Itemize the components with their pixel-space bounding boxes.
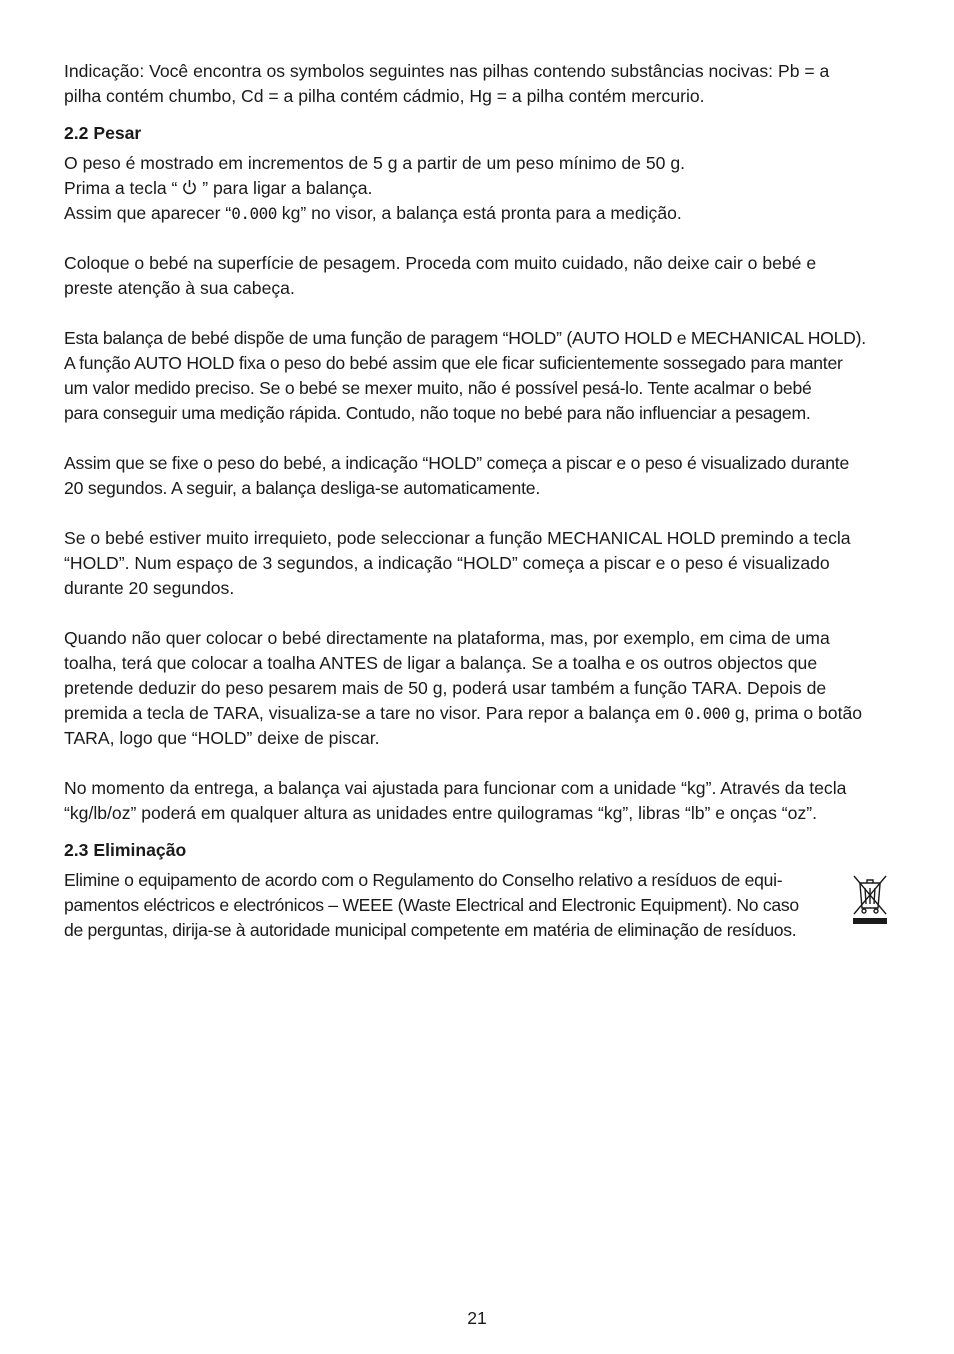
text-line: ” para ligar a balança.	[197, 178, 373, 198]
text-line: pretende deduzir do peso pesarem mais de 50 g, poderá usar também a função TARA. Depois de	[64, 678, 827, 698]
text-line: “HOLD”. Num espaço de 3 segundos, a indicação “HOLD” começa a piscar e o peso é visualizado	[64, 553, 830, 573]
disposal-block	[64, 868, 890, 943]
weigh-paragraph-7	[64, 776, 890, 826]
lcd-display-value: 0.000	[231, 204, 277, 223]
weigh-paragraph-4	[64, 451, 890, 501]
disposal-paragraph	[64, 868, 838, 943]
text-line: Quando não quer colocar o bebé directamente na plataforma, mas, por exemplo, em cima de uma	[64, 628, 830, 648]
text-line: Prima a tecla “	[64, 178, 183, 198]
text-line: Elimine o equipamento de acordo com o Regulamento do Conselho relativo a resíduos de equi-	[64, 870, 783, 890]
intro-line: Indicação: Você encontra os symbolos seguintes nas pilhas contendo substâncias nocivas: Pb = a	[64, 61, 830, 81]
text-line: kg” no visor, a balança está pronta para a medição.	[276, 203, 682, 223]
text-line: Assim que se fixe o peso do bebé, a indicação “HOLD” começa a piscar e o peso é visualizado durante	[64, 453, 850, 473]
weigh-paragraph-5	[64, 526, 890, 601]
text-line: de perguntas, dirija-se à autoridade municipal competente em matéria de eliminação de resíduos.	[64, 920, 797, 940]
section-heading-weigh: 2.2 Pesar	[64, 123, 142, 143]
text-line: Se o bebé estiver muito irrequieto, pode seleccionar a função MECHANICAL HOLD premindo a tecla	[64, 528, 851, 548]
text-line: No momento da entrega, a balança vai ajustada para funcionar com a unidade “kg”. Através da tecla	[64, 778, 847, 798]
intro-line: pilha contém chumbo, Cd = a pilha contém cádmio, Hg = a pilha contém mercurio.	[64, 86, 705, 106]
weee-crossed-bin-icon	[850, 872, 890, 926]
text-line: Esta balança de bebé dispõe de uma função de paragem “HOLD” (AUTO HOLD e MECHANICAL HOLD).	[64, 328, 866, 348]
text-line: preste atenção à sua cabeça.	[64, 278, 295, 298]
text-line: “kg/lb/oz” poderá em qualquer altura as unidades entre quilogramas “kg”, libras “lb” e onças “oz”.	[64, 803, 817, 823]
text-line: premida a tecla de TARA, visualiza-se a tare no visor. Para repor a balança em	[64, 703, 685, 723]
document-page	[64, 59, 890, 943]
text-line: um valor medido preciso. Se o bebé se mexer muito, não é possível pesá-lo. Tente acalmar o bebé	[64, 378, 812, 398]
text-line: para conseguir uma medição rápida. Contudo, não toque no bebé para não influenciar a pesagem.	[64, 403, 811, 423]
lcd-display-value: 0.000	[684, 704, 730, 723]
text-line: A função AUTO HOLD fixa o peso do bebé assim que ele ficar suficientemente sossegado para manter	[64, 353, 843, 373]
text-line: toalha, terá que colocar a toalha ANTES de ligar a balança. Se a toalha e os outros objectos que	[64, 653, 818, 673]
weigh-paragraph-3	[64, 326, 890, 426]
text-line: O peso é mostrado em incrementos de 5 g a partir de um peso mínimo de 50 g.	[64, 153, 685, 173]
page-number: 21	[467, 1308, 487, 1328]
text-line: Coloque o bebé na superfície de pesagem. Proceda com muito cuidado, não deixe cair o bebé e	[64, 253, 817, 273]
text-line: Assim que aparecer “	[64, 203, 232, 223]
weigh-paragraph-1	[64, 151, 890, 226]
text-line: 20 segundos. A seguir, a balança desliga-se automaticamente.	[64, 478, 541, 498]
text-line: g, prima o botão	[730, 703, 863, 723]
intro-paragraph	[64, 59, 890, 109]
text-line: durante 20 segundos.	[64, 578, 235, 598]
text-line: TARA, logo que “HOLD” deixe de piscar.	[64, 728, 380, 748]
weigh-paragraph-2	[64, 251, 890, 301]
weigh-paragraph-6	[64, 626, 890, 751]
text-line: pamentos eléctricos e electrónicos – WEEE (Waste Electrical and Electronic Equipment). No caso	[64, 895, 799, 915]
power-icon	[182, 179, 197, 196]
section-heading-disposal: 2.3 Eliminação	[64, 840, 187, 860]
